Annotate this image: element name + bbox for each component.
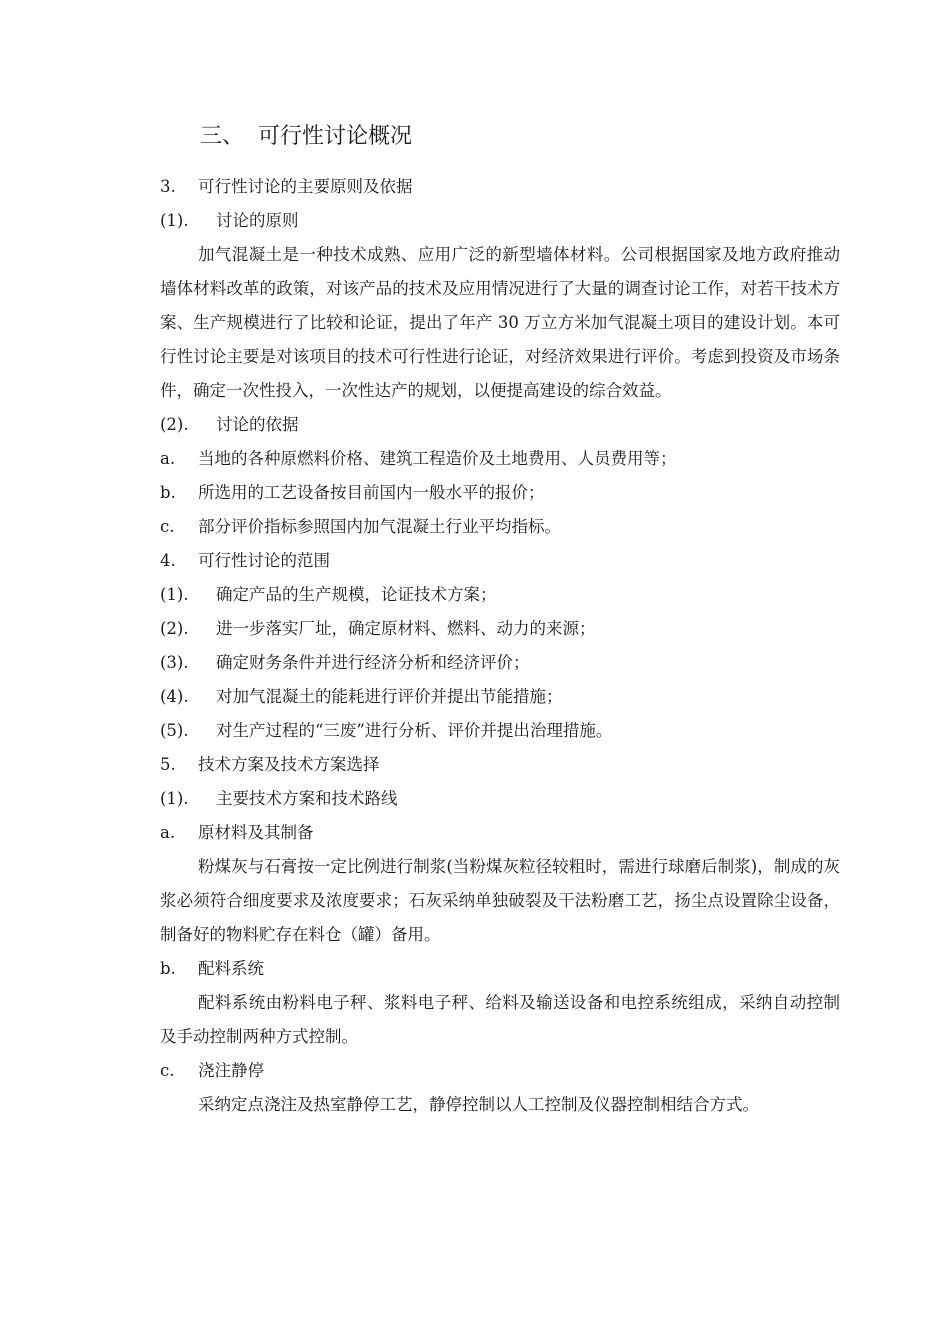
list-text: 部分评价指标参照国内加气混凝土行业平均指标。 [198,517,561,536]
list-item [160,680,840,714]
heading-text: 讨论的依据 [216,415,299,434]
paragraph-raw-materials: 粉煤灰与石膏按一定比例进行制浆(当粉煤灰粒径较粗时，需进行球磨后制浆)，制成的灰浆必须符合细度要求及浓度要求；石灰采纳单独破裂及干法粉磨工艺，扬尘点设置除尘设备，制备好的物料贮存在料仓（罐）备用。 [160,857,840,944]
list-marker: c. [160,1061,175,1080]
list-marker: (1). [160,585,189,604]
list-item [160,578,840,612]
subheading-text: 配料系统 [198,959,264,978]
subheading-text: 原材料及其制备 [198,823,314,842]
list-marker: c. [160,517,175,536]
heading-text: 讨论的原则 [216,211,299,230]
heading-number: 5. [160,755,176,774]
list-marker: (2). [160,619,189,638]
list-text: 确定产品的生产规模，论证技术方案； [216,585,497,604]
heading-number: 3. [160,177,176,196]
list-marker: (4). [160,687,189,706]
list-item [160,442,840,476]
subheading-a [160,816,840,850]
section-title-text: 可行性讨论概况 [258,124,413,149]
subheading-text: 浇注静停 [198,1061,264,1080]
heading-text: 主要技术方案和技术路线 [216,789,398,808]
list-text: 确定财务条件并进行经济分析和经济评价； [216,653,530,672]
heading-3-1 [160,204,840,238]
list-text: 对生产过程的“三废”进行分析、评价并提出治理措施。 [216,721,613,740]
list-text: 进一步落实厂址，确定原材料、燃料、动力的来源； [216,619,596,638]
subheading-c [160,1054,840,1088]
list-item [160,612,840,646]
heading-text: 可行性讨论的范围 [198,551,330,570]
paragraph-batching: 配料系统由粉料电子秤、浆料电子秤、给料及输送设备和电控系统组成，采纳自动控制及手动控制两种方式控制。 [160,993,840,1046]
subheading-b [160,952,840,986]
list-marker: a. [160,449,176,468]
list-marker: (3). [160,653,189,672]
heading-text: 可行性讨论的主要原则及依据 [198,177,413,196]
list-marker: b. [160,483,176,502]
paragraph-casting: 采纳定点浇注及热室静停工艺，静停控制以人工控制及仪器控制相结合方式。 [198,1095,759,1114]
heading-number: (1). [160,789,189,808]
heading-number: 4. [160,551,176,570]
heading-text: 技术方案及技术方案选择 [198,755,380,774]
list-item [160,714,840,748]
heading-5 [160,748,840,782]
list-item [160,510,840,544]
heading-5-1 [160,782,840,816]
list-marker: b. [160,959,176,978]
list-item [160,646,840,680]
heading-3 [160,170,840,204]
list-marker: (5). [160,721,189,740]
section-title-number: 三、 [200,124,245,149]
list-text: 当地的各种原燃料价格、建筑工程造价及土地费用、人员费用等； [198,449,677,468]
heading-4 [160,544,840,578]
paragraph-principles: 加气混凝土是一种技术成熟、应用广泛的新型墙体材料。公司根据国家及地方政府推动墙体材料改革的政策，对该产品的技术及应用情况进行了大量的调查讨论工作，对若干技术方案、生产规模进行了比较和论证，提出了年产 30 万立方米加气混凝土项目的建设计划。本可行性讨论主要是对该项目的技术可行性进行论证，对经济效果进行评价。考虑到投资及市场条件，确定一次性投入，一次性达产的规划，以便提高建设的综合效益。 [160,245,840,400]
list-text: 所选用的工艺设备按目前国内一般水平的报价； [198,483,545,502]
list-marker: a. [160,823,176,842]
heading-number: (2). [160,415,189,434]
list-item [160,476,840,510]
section-title [200,120,412,154]
list-text: 对加气混凝土的能耗进行评价并提出节能措施； [216,687,563,706]
heading-3-2 [160,408,840,442]
heading-number: (1). [160,211,189,230]
document-body [160,170,840,1122]
